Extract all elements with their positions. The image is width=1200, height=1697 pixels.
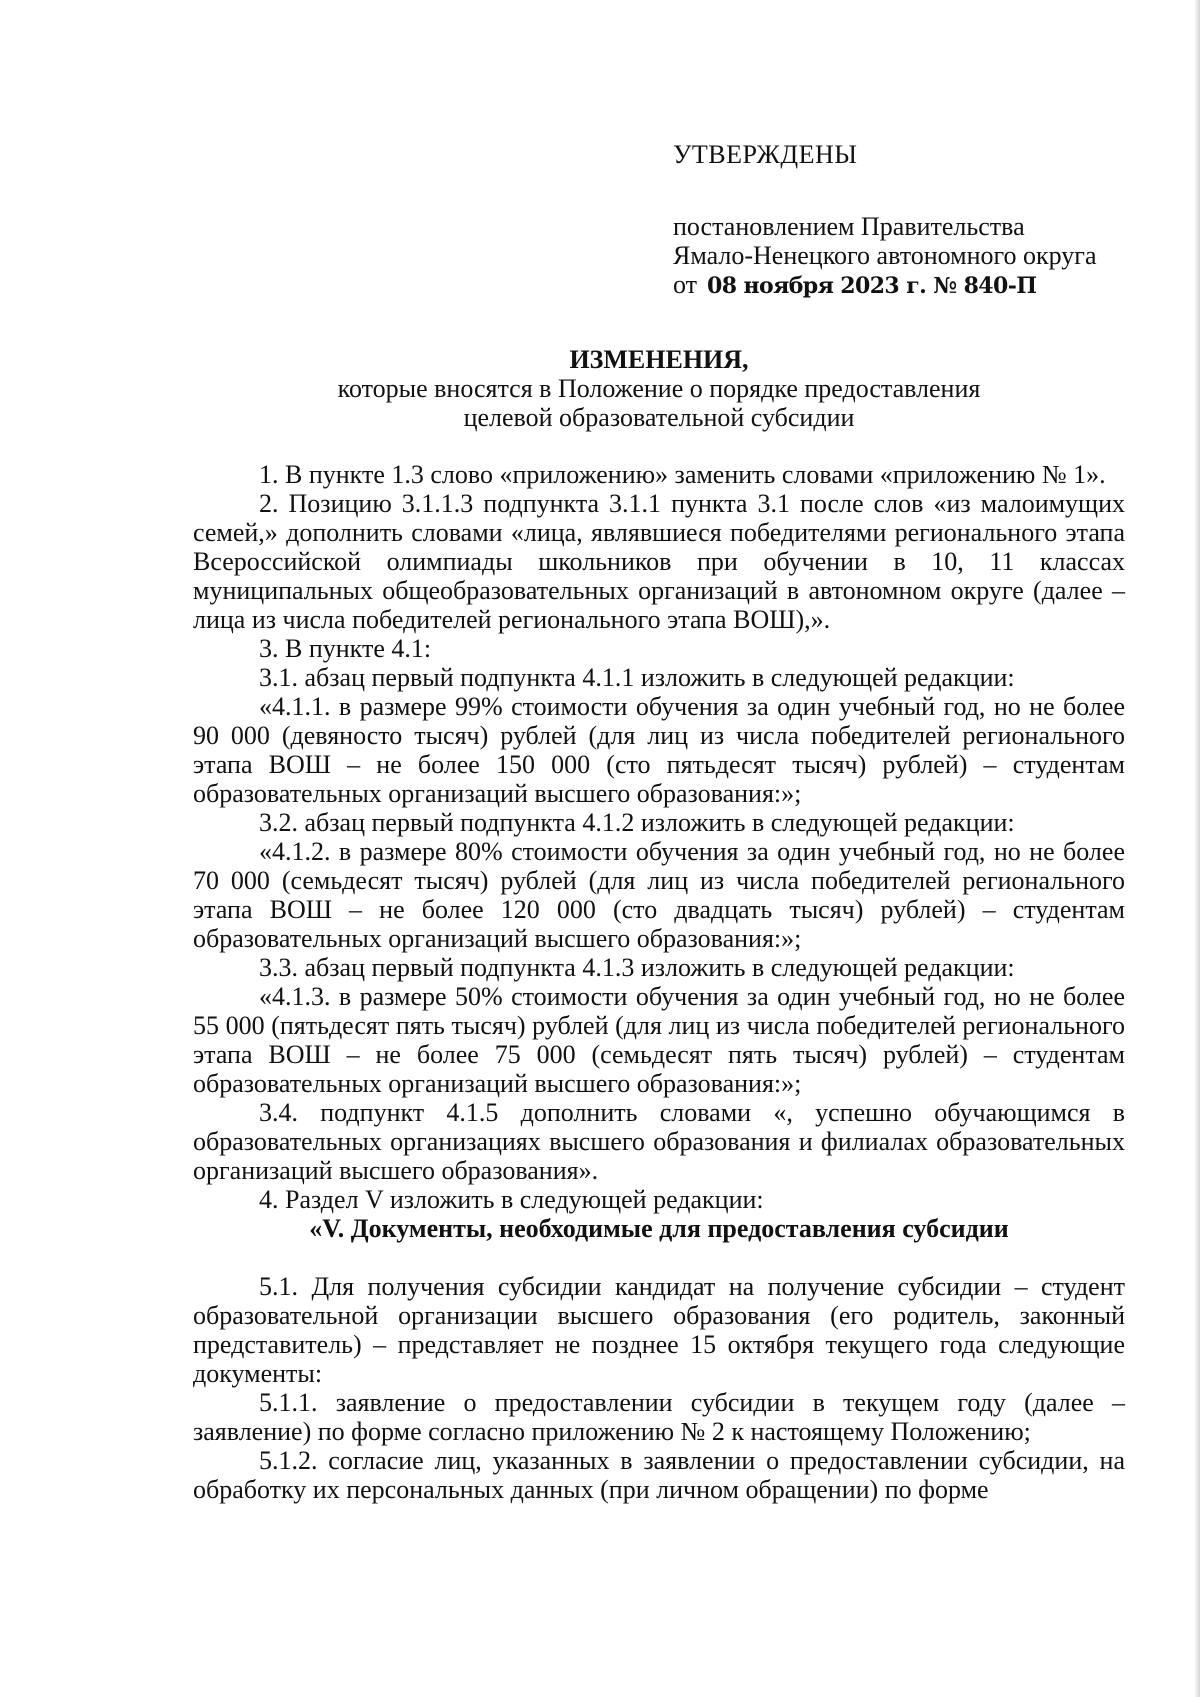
- title-heading: ИЗМЕНЕНИЯ,: [569, 345, 749, 374]
- document-body: [193, 460, 1125, 1504]
- paragraph-4: 4. Раздел V изложить в следующей редакции:: [259, 1185, 764, 1214]
- approval-block: [673, 140, 1153, 301]
- approval-line-1: постановлением Правительства: [673, 212, 1025, 241]
- approval-date-line: [673, 270, 1153, 301]
- paragraph-4-1-2: «4.1.2. в размере 80% стоимости обучения за один учебный год, но не более 70 000 (семьдесят тысяч) рублей (для лиц из числа победителей регионального этапа ВОШ – не более 120 000 (сто двадцать тысяч) рублей) – студентам образовательных организаций высшего образования:»;: [193, 837, 1125, 953]
- date-prefix: от: [673, 270, 698, 299]
- section-title: «V. Документы, необходимые для предоставления субсидии: [309, 1214, 1009, 1243]
- paragraph-5-1-2: 5.1.2. согласие лиц, указанных в заявлении о предоставлении субсидии, на обработку их персональных данных (при личном обращении) по форме: [193, 1446, 1125, 1504]
- paragraph-5-1-1: 5.1.1. заявление о предоставлении субсидии в текущем году (далее – заявление) по форме согласно приложению № 2 к настоящему Положению;: [193, 1388, 1125, 1446]
- paragraph-3-3: 3.3. абзац первый подпункта 4.1.3 изложить в следующей редакции:: [259, 953, 1015, 982]
- paragraph-3-1: 3.1. абзац первый подпункта 4.1.1 изложить в следующей редакции:: [259, 663, 1015, 692]
- approved-label: УТВЕРЖДЕНЫ: [673, 140, 858, 169]
- paragraph-3: 3. В пункте 4.1:: [259, 634, 432, 663]
- paragraph-2: 2. Позицию 3.1.1.3 подпункта 3.1.1 пункта 3.1 после слов «из малоимущих семей,» дополнить словами «лица, являвшиеся победителями регионального этапа Всероссийской олимпиады школьников при обучении в 10, 11 классах муниципальных общеобразовательных организаций в автономном округе (далее – лица из числа победителей регионального этапа ВОШ),».: [193, 489, 1125, 634]
- paragraph-4-1-1: «4.1.1. в размере 99% стоимости обучения за один учебный год, но не более 90 000 (девяносто тысяч) рублей (для лиц из числа победителей регионального этапа ВОШ – не более 150 000 (сто пятьдесят тысяч) рублей) – студентам образовательных организаций высшего образования:»;: [193, 692, 1125, 808]
- approval-line-2: Ямало-Ненецкого автономного округа: [673, 241, 1097, 270]
- page-edge-shadow: [1194, 0, 1200, 1697]
- paragraph-1: 1. В пункте 1.3 слово «приложению» заменить словами «приложению № 1».: [259, 460, 1106, 489]
- paragraph-5-1: 5.1. Для получения субсидии кандидат на получение субсидии – студент образовательной организации высшего образования (его родитель, законный представитель) – представляет не позднее 15 октября текущего года следующие документы:: [193, 1272, 1125, 1388]
- paragraph-3-4: 3.4. подпункт 4.1.5 дополнить словами «, успешно обучающимся в образовательных организациях высшего образования и филиалах образовательных организаций высшего образования».: [193, 1098, 1125, 1185]
- document-title: [195, 345, 1123, 432]
- title-subtitle-line-2: целевой образовательной субсидии: [463, 403, 855, 432]
- paragraph-4-1-3: «4.1.3. в размере 50% стоимости обучения за один учебный год, но не более 55 000 (пятьдесят пять тысяч) рублей (для лиц из числа победителей регионального этапа ВОШ – не более 75 000 (семьдесят пять тысяч) рублей) – студентам образовательных организаций высшего образования:»;: [193, 982, 1125, 1098]
- paragraph-3-2: 3.2. абзац первый подпункта 4.1.2 изложить в следующей редакции:: [259, 808, 1015, 837]
- date-stamp: 08 ноября 2023 г. № 840-П: [707, 273, 1037, 299]
- title-subtitle-line-1: которые вносятся в Положение о порядке предоставления: [337, 374, 981, 403]
